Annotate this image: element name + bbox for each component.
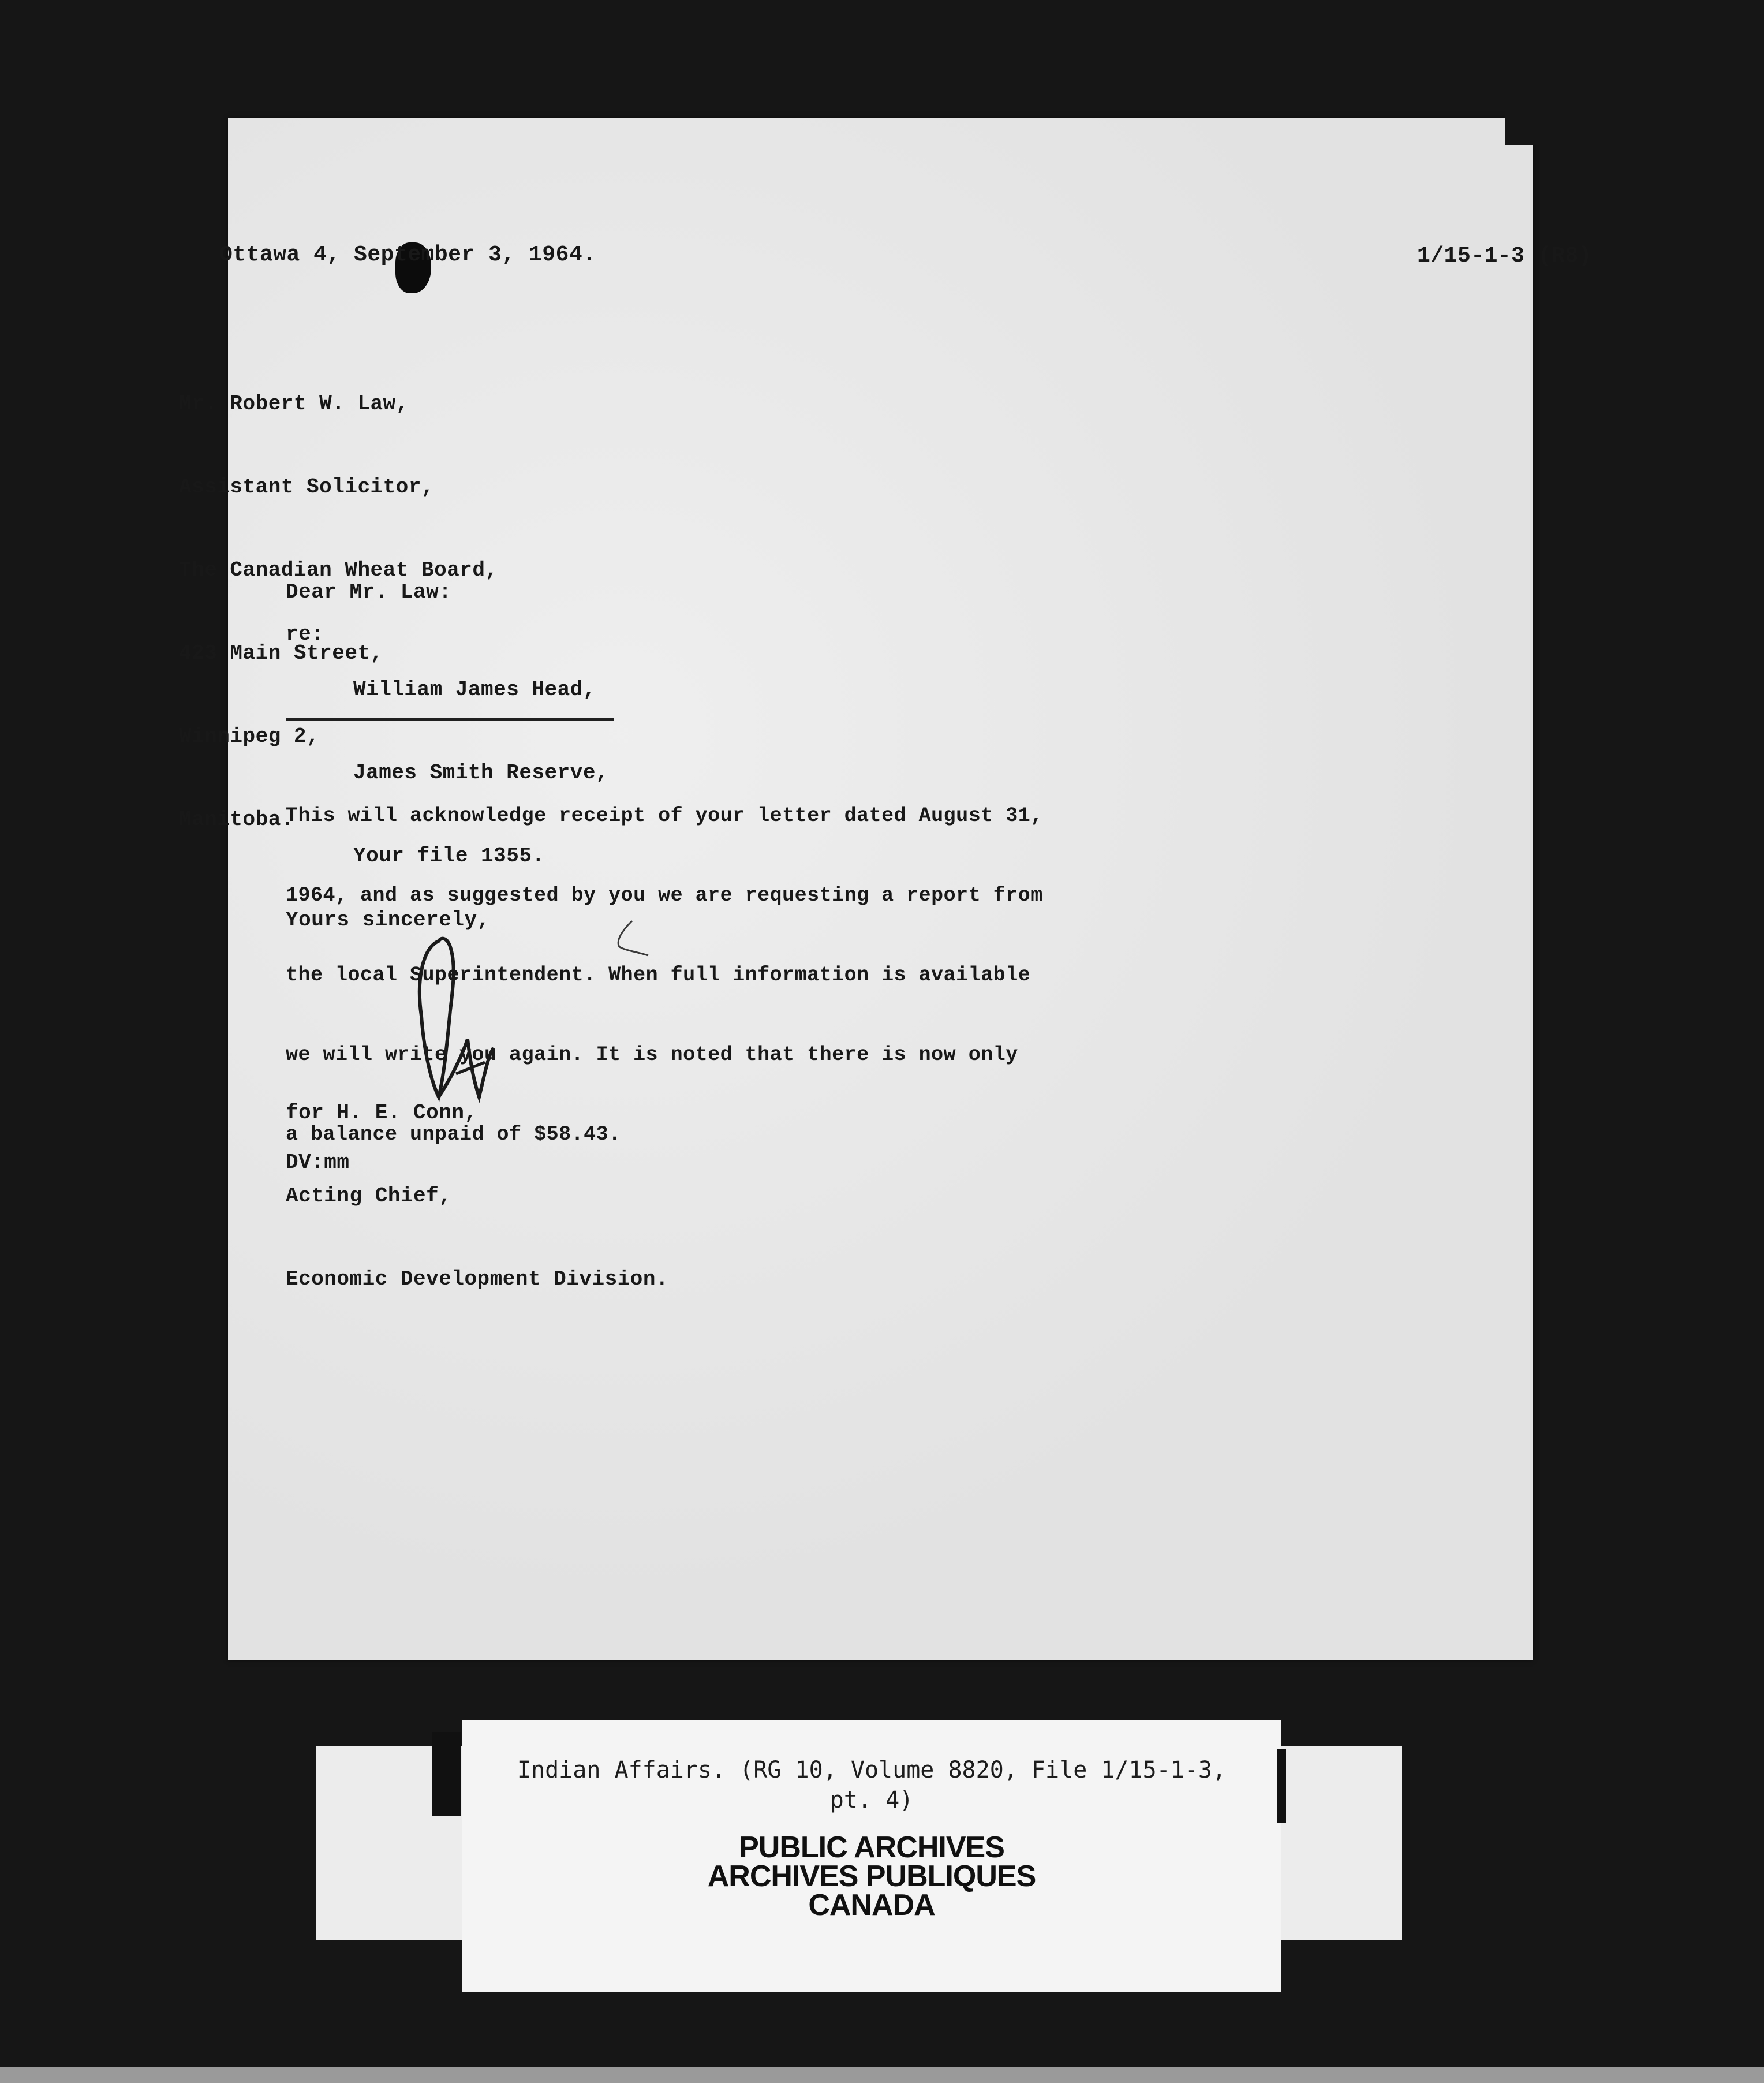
signature-line: Economic Development Division. [286, 1267, 669, 1291]
address-line: Assistant Solicitor, [179, 475, 435, 499]
subject-line: William James Head, [353, 678, 596, 701]
salutation: Dear Mr. Law: [286, 580, 452, 604]
closing: Yours sincerely, [286, 908, 490, 932]
archive-citation [462, 1755, 1281, 1815]
page-corner-notch [1505, 110, 1539, 145]
address-line: The Canadian Wheat Board, [179, 558, 498, 582]
re-label: re: [286, 622, 324, 646]
typist-initials: DV:mm [286, 1151, 350, 1174]
signature-block [286, 1044, 668, 1321]
file-reference: 1/15-1-3 (R8) [1417, 244, 1592, 268]
dateline: Ottawa 4, September 3, 1964. [219, 242, 596, 267]
signature-line: Acting Chief, [286, 1184, 452, 1208]
body-line: a balance unpaid of $58.43. [286, 1123, 621, 1146]
film-edge-strip [0, 2067, 1764, 2083]
address-line: Winnipeg 2, [179, 725, 320, 748]
label-tab-left [432, 1732, 461, 1816]
citation-line: pt. 4) [829, 1787, 914, 1813]
stamp-line: PUBLIC ARCHIVES [739, 1831, 1004, 1864]
stamp-line: ARCHIVES PUBLIQUES [707, 1860, 1036, 1893]
archive-stamp [462, 1833, 1281, 1920]
body-line: This will acknowledge receipt of your letter dated August 31, [286, 804, 1043, 827]
pencil-tick-mark [609, 915, 655, 961]
subject-underline [286, 718, 614, 721]
subject-line: Your file 1355. [353, 844, 545, 868]
address-line: Manitoba. [179, 808, 294, 831]
body-line: 1964, and as suggested by you we are requesting a report from [286, 884, 1043, 907]
body-line: the local Superintendent. When full information is available [286, 964, 1031, 987]
stamp-line: CANADA [808, 1888, 935, 1922]
subject-line: James Smith Reserve, [353, 761, 609, 785]
address-line: Mr. Robert W. Law, [179, 392, 409, 416]
signature-line: for H. E. Conn, [286, 1101, 477, 1125]
address-line: 423 Main Street, [179, 641, 383, 665]
body-line: we will write you again. It is noted that there is now only [286, 1043, 1018, 1066]
citation-line: Indian Affairs. (RG 10, Volume 8820, File 1/15-1-3, [517, 1757, 1227, 1783]
